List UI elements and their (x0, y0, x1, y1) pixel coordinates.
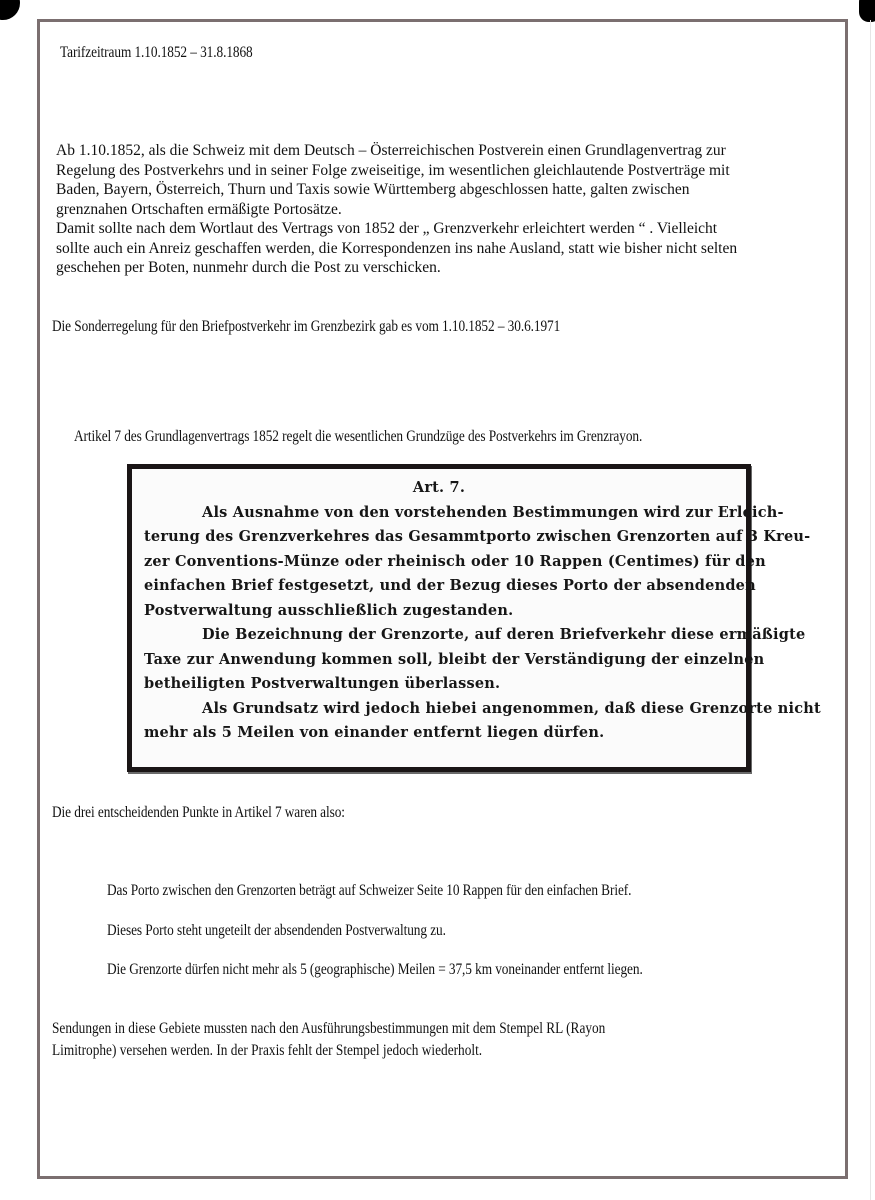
special-rule-text: Die Sonderregelung für den Briefpostverkehr im Grenzbezirk gab es vom 1.10.1852 – 30.6.1971 (52, 318, 561, 335)
article-quote-line: mehr als 5 Meilen von einander entfernt liegen dürfen. (144, 724, 605, 741)
article-quote-line: betheiligten Postverwaltungen überlassen. (144, 675, 501, 692)
closing-line: Limitrophe) versehen werden. In der Praxis fehlt der Stempel jedoch wiederholt. (52, 1042, 483, 1059)
article-quote-line: zer Conventions-Münze oder rheinisch oder 10 Rappen (Centimes) für den (144, 552, 766, 570)
intro-line: geschehen per Boten, nunmehr durch die Post zu verschicken. (56, 259, 441, 276)
key-points-heading: Die drei entscheidenden Punkte in Artikel 7 waren also: (52, 804, 345, 821)
key-point-item: Das Porto zwischen den Grenzorten beträgt auf Schweizer Seite 10 Rappen für den einfachen Brief. (107, 882, 632, 899)
article-quote-box (127, 464, 821, 772)
article-quote-line: Taxe zur Anwendung kommen soll, bleibt der Verständigung der einzelnen (144, 650, 765, 668)
intro-paragraph (56, 141, 737, 278)
article-intro-text: Artikel 7 des Grundlagenvertrags 1852 regelt die wesentlichen Grundzüge des Postverkehrs im Grenzrayon. (74, 428, 643, 445)
closing-paragraph (52, 1018, 605, 1062)
intro-line: Regelung des Postverkehrs und in seiner Folge zweiseitige, im wesentlichen gleichlautende Postverträge mit (56, 161, 730, 179)
page-title: Tarifzeitraum 1.10.1852 – 31.8.1868 (60, 44, 253, 61)
scan-edge (870, 20, 871, 1200)
scan-corner-shadow (859, 0, 875, 22)
intro-line: sollte auch ein Anreiz geschaffen werden, die Korrespondenzen ins nahe Ausland, statt wie bisher nicht selten (56, 239, 738, 257)
article-quote-text (132, 476, 821, 746)
intro-line: Baden, Bayern, Österreich, Thurn und Taxis sowie Württemberg abgeschlossen hatte, galten zwischen (56, 181, 690, 198)
article-quote-line: einfachen Brief festgesetzt, und der Bezug dieses Porto der absendenden (144, 577, 756, 594)
article-quote-line: Postverwaltung ausschließlich zugestanden. (144, 601, 514, 619)
article-quote-line: terung des Grenzverkehres das Gesammtporto zwischen Grenzorten auf 3 Kreu- (144, 528, 811, 545)
article-quote-title: Art. 7. (412, 479, 466, 496)
closing-line: Sendungen in diese Gebiete mussten nach den Ausführungsbestimmungen mit dem Stempel RL (Rayon (52, 1020, 606, 1037)
article-quote-line: Die Bezeichnung der Grenzorte, auf deren Briefverkehr diese ermäßigte (202, 626, 806, 643)
intro-line: Damit sollte nach dem Wortlaut des Vertrags von 1852 der „ Grenzverkehr erleichtert werden “ . Vielleicht (56, 220, 718, 237)
article-quote-line: Als Ausnahme von den vorstehenden Bestimmungen wird zur Erleich- (202, 503, 784, 521)
scan-corner-shadow (0, 0, 20, 20)
intro-line: Ab 1.10.1852, als die Schweiz mit dem Deutsch – Österreichischen Postverein einen Grundlagenvertrag zur (56, 142, 726, 159)
key-point-item: Die Grenzorte dürfen nicht mehr als 5 (geographische) Meilen = 37,5 km voneinander entfernt liegen. (107, 961, 643, 978)
intro-line: grenznahen Ortschaften ermäßigte Portosätze. (56, 200, 342, 218)
article-quote-line: Als Grundsatz wird jedoch hiebei angenommen, daß diese Grenzorte nicht (202, 699, 821, 717)
key-point-item: Dieses Porto steht ungeteilt der absendenden Postverwaltung zu. (107, 922, 446, 939)
